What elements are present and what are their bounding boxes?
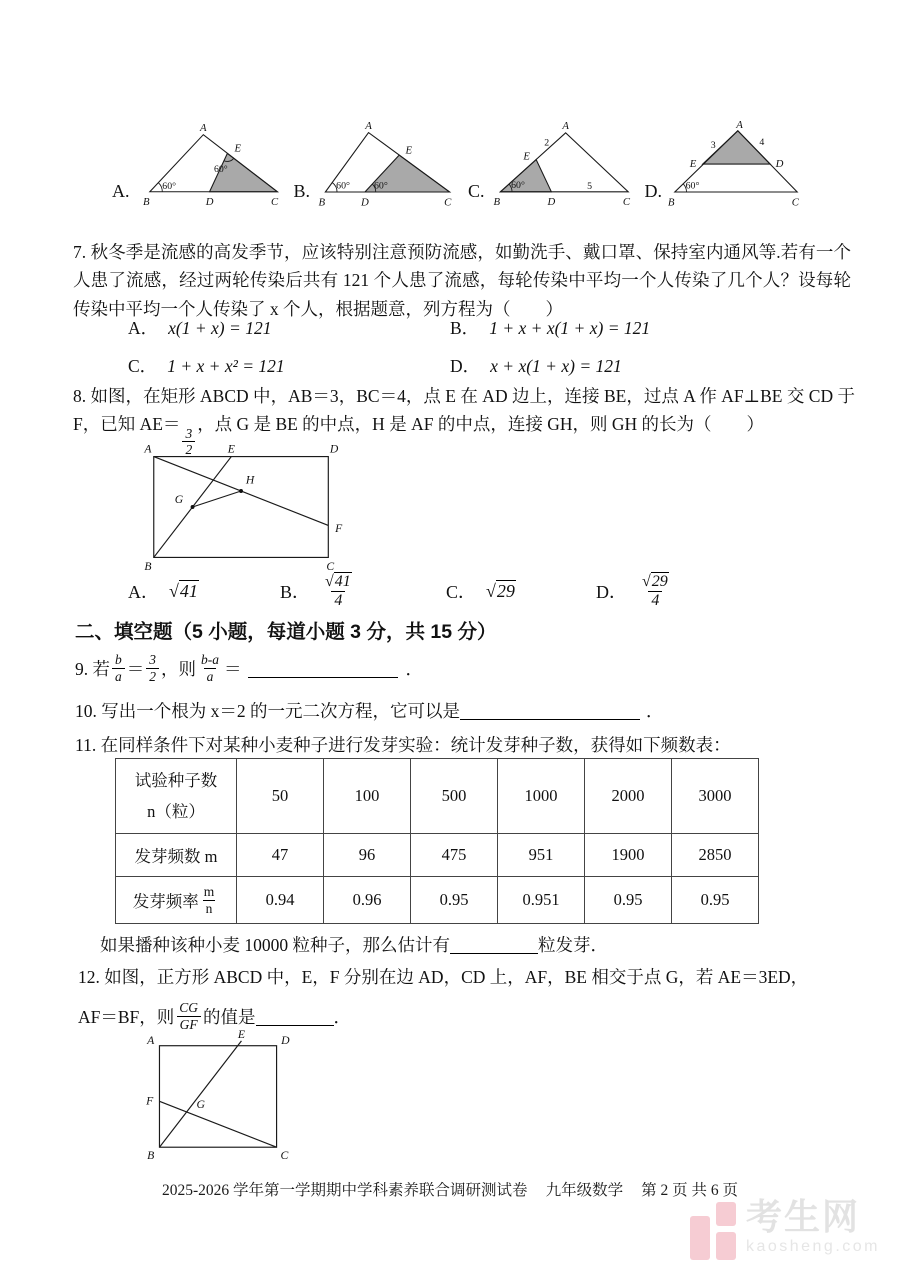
section-2-heading: 二、填空题（5 小题，每道小题 3 分，共 15 分） (75, 621, 497, 643)
vertex-label: C (280, 1148, 289, 1162)
vertex-label: C (791, 196, 800, 209)
vertex-label: B (318, 196, 326, 209)
q7-option-d: D． x + x(1 + x) = 121 (450, 356, 622, 376)
kaosheng-watermark (690, 1198, 880, 1260)
watermark-domain: kaosheng.com (745, 1237, 880, 1255)
q8-text-post: ，点 G 是 BE 的中点，H 是 AF 的中点，连接 GH，则 GH 的长为（ ） (197, 414, 764, 435)
q12-post: 的值是 (203, 1006, 256, 1027)
q6-figure-row (112, 120, 808, 210)
option-c-letter: C. (468, 181, 485, 201)
question-7-options (128, 315, 650, 378)
q12-answer-blank (256, 1006, 334, 1025)
q8-fraction: $\frac{3}{2}$ (182, 426, 195, 457)
option-b-letter: B. (293, 181, 311, 201)
vertex-label: A (365, 120, 372, 132)
vertex-label: B (142, 196, 150, 209)
vertex-label: D (547, 196, 555, 209)
q6-option-b-figure (294, 120, 463, 210)
q12-pre: AF＝BF，则 (78, 1006, 175, 1027)
table-cell: 3000 (672, 759, 759, 834)
vertex-label: E (237, 1028, 246, 1041)
vertex-label: B (493, 196, 500, 209)
vertex-label: F (335, 522, 343, 536)
triangle-diagram-d (664, 120, 808, 210)
vertex-label: E (234, 142, 241, 155)
segment-label: 2 (543, 137, 549, 149)
q11-answer-blank (450, 935, 538, 954)
q7-option-b: B． 1 + x + x(1 + x) = 121 (450, 318, 651, 338)
vertex-label: G (196, 1098, 206, 1112)
vertex-label: A (144, 443, 152, 456)
question-8-options (128, 568, 848, 614)
vertex-label: E (405, 144, 413, 157)
vertex-label: D (361, 196, 369, 209)
segment-label: 3 (710, 139, 716, 151)
q9-equals-1: ＝ (126, 658, 145, 679)
q9-fraction-3: $\frac{b-a}{a}$ (201, 652, 219, 684)
vertex-label: D (775, 157, 784, 170)
table-cell: 1000 (498, 759, 585, 834)
table-cell: 0.95 (411, 877, 498, 924)
table-cell: 1900 (585, 834, 672, 877)
vertex-label: B (144, 560, 152, 571)
table-cell: 500 (411, 759, 498, 834)
table-cell: 0.95 (585, 877, 672, 924)
q7-option-c: C． 1 + x + x² = 121 (128, 356, 285, 376)
vertex-label: B (147, 1148, 155, 1162)
table-cell: 0.96 (324, 877, 411, 924)
q6-option-d-figure (645, 120, 809, 210)
vertex-label: D (281, 1033, 290, 1047)
watermark-brand: 考生网 (745, 1196, 860, 1237)
row-header-germ-rate: 发芽频率 $\frac{m}{n}$ (116, 877, 237, 924)
table-cell: 100 (324, 759, 411, 834)
table-cell: 0.94 (237, 877, 324, 924)
angle-label: 60° (161, 181, 176, 193)
triangle-diagram-a (132, 120, 288, 210)
footer-subject: 九年级数学 (545, 1182, 624, 1199)
vertex-label: B (667, 196, 675, 209)
triangle-diagram-c (487, 120, 639, 210)
segment-label: 4 (759, 137, 765, 149)
q8-option-a: A． √41 (128, 580, 198, 602)
table-cell: 47 (237, 834, 324, 877)
table-row-germ-rate (116, 877, 759, 924)
table-cell: 50 (237, 759, 324, 834)
q6-option-c-figure (468, 120, 639, 210)
question-12-line1: 12. 如图，正方形 ABCD 中，E，F 分别在边 AD，CD 上，AF，BE 相交于点 G，若 AE＝3ED， (78, 967, 809, 987)
table-cell: 475 (411, 834, 498, 877)
angle-label: 60° (213, 164, 228, 176)
q11-note-post: 粒发芽． (538, 935, 608, 955)
q9-equals-2: ＝ (224, 658, 242, 679)
segment-label: 5 (586, 181, 592, 193)
footer-page-number: 第 2 页 共 6 页 (641, 1182, 738, 1199)
angle-label: 60° (685, 180, 700, 192)
vertex-label: E (522, 150, 530, 163)
angle-label: 60° (373, 180, 388, 192)
vertex-label: A (199, 122, 207, 135)
question-11-note (100, 932, 608, 957)
q9-lead: 9. 若 (75, 658, 110, 679)
q9-fraction-1: $\frac{b}{a}$ (112, 652, 125, 683)
q7-option-a: A． x(1 + x) = 121 (128, 318, 272, 338)
table-cell: 0.951 (498, 877, 585, 924)
q9-mid: ，则 (161, 658, 196, 679)
vertex-label: A (736, 120, 743, 132)
angle-label: 60° (510, 180, 525, 192)
q12-square-diagram (138, 1028, 300, 1162)
table-cell: 2850 (672, 834, 759, 877)
q10-text: 10. 写出一个根为 x＝2 的一元二次方程，它可以是 (75, 701, 460, 721)
option-d-letter: D. (644, 181, 663, 201)
vertex-label: E (689, 157, 697, 170)
q8-text-pre: 8. 如图，在矩形 ABCD 中，AB＝3，BC＝4，点 E 在 AD 边上，连接 BE，过点 A 作 AF⊥BE 交 CD 于 F，已知 AE＝ (73, 386, 855, 435)
footer-exam-title: 2025-2026 学年第一学期期中学科素养联合调研测试卷 (162, 1182, 528, 1199)
vertex-label: C (444, 196, 452, 209)
q8-option-b: B． $\frac{√41}{4}$ (280, 572, 351, 609)
vertex-label: F (146, 1094, 154, 1108)
q10-answer-blank (460, 701, 640, 720)
vertex-label: H (245, 473, 255, 487)
vertex-label: C (622, 196, 630, 209)
q6-option-a-figure (112, 120, 288, 210)
table-cell: 951 (498, 834, 585, 877)
q12-period: ． (333, 1006, 352, 1027)
table-cell: 0.95 (672, 877, 759, 924)
row-header-seed-count: 试验种子数 n（粒） (116, 759, 237, 834)
row-header-germ-count: 发芽频数 m (116, 834, 237, 877)
q10-period: ． (646, 701, 664, 721)
table-row-seed-count (116, 759, 759, 834)
vertex-label: D (329, 443, 339, 456)
q8-rectangle-diagram (136, 443, 348, 571)
q9-fraction-2: $\frac{3}{2}$ (146, 652, 159, 683)
kaosheng-logo-icon (690, 1202, 738, 1260)
angle-label: 60° (336, 180, 350, 192)
option-a-letter: A. (112, 181, 130, 201)
vertex-label: E (227, 443, 235, 456)
vertex-label: C (270, 196, 278, 209)
question-7-text: 7. 秋冬季是流感的高发季节，应该特别注意预防流感，如勤洗手、戴口罩、保持室内通风等.若有一个人患了流感，经过两轮传染后共有 121 个人患了流感，每轮传染中平均一个人传染了几个人？设每轮传染中平均一个人传染了 x 个人，根据题意，列方程为（ ） (73, 242, 851, 319)
vertex-label: D (205, 196, 213, 209)
table-cell: 96 (324, 834, 411, 877)
watermark-text (746, 1198, 880, 1256)
question-10 (75, 698, 664, 723)
table-cell: 2000 (585, 759, 672, 834)
q12-fraction: $\frac{CG}{GF}$ (176, 1000, 201, 1031)
q9-period: ． (405, 658, 423, 679)
q9-answer-blank (248, 658, 398, 677)
q8-option-c: C． √29 (446, 580, 515, 602)
vertex-label: C (326, 560, 335, 571)
question-11-text: 11. 在同样条件下对某种小麦种子进行发芽实验：统计发芽种子数，获得如下频数表： (75, 735, 731, 755)
table-row-germ-count (116, 834, 759, 877)
q11-note-pre: 如果播种该种小麦 10000 粒种子，那么估计有 (100, 935, 450, 955)
triangle-diagram-b (312, 120, 462, 210)
vertex-label: A (561, 120, 569, 133)
vertex-label: A (147, 1033, 155, 1047)
vertex-label: G (174, 493, 184, 507)
germination-frequency-table (115, 758, 759, 924)
question-9 (75, 648, 423, 688)
q8-option-d: D． $\frac{√29}{4}$ (596, 572, 668, 609)
